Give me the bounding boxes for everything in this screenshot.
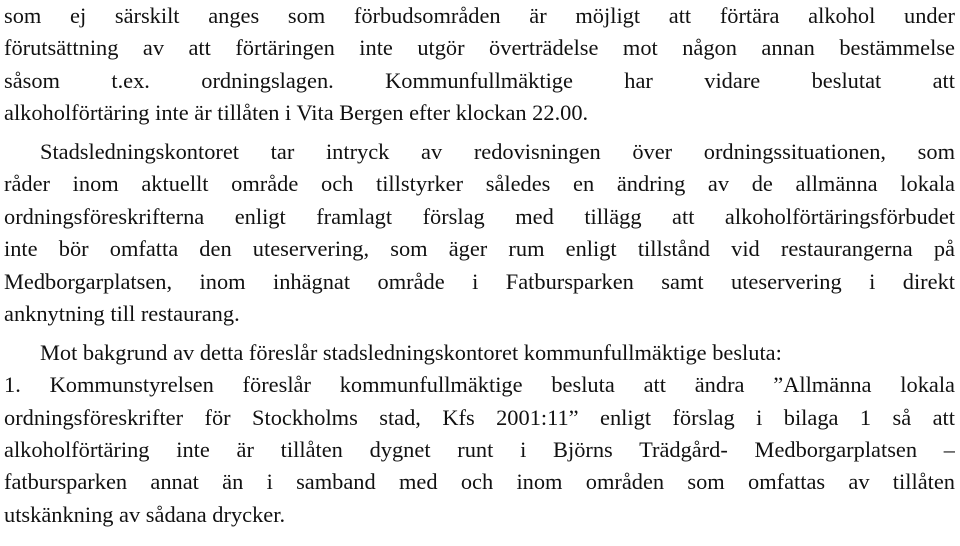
text-line: alkoholförtäring inte är tillåten i Vita Bergen efter klockan 22.00. — [4, 100, 589, 125]
text-line: som ej särskilt anges som förbudsområden är möjligt att förtära alkohol under — [4, 3, 955, 28]
paragraph-first-line: Mot bakgrund av detta föreslår stadsledningskontoret kommunfullmäktige besluta: — [40, 340, 782, 365]
text-line: inte bör omfatta den uteservering, som äger rum enligt tillstånd vid restaurangerna på — [4, 236, 955, 261]
text-line: fatbursparken annat än i samband med och inom områden som omfattas av tillåten — [4, 469, 955, 494]
text-line: ordningsföreskrifter för Stockholms stad, Kfs 2001:11” enligt förslag i bilaga 1 så att — [4, 405, 955, 430]
paragraph-first-line: Stadsledningskontoret tar intryck av redovisningen över ordningssituationen, som — [40, 139, 955, 164]
text-line: ordningsföreskrifterna enligt framlagt förslag med tillägg att alkoholförtäringsförbudet — [4, 204, 955, 229]
text-line: förutsättning av att förtäringen inte utgör överträdelse mot någon annan bestämmelse — [4, 35, 955, 60]
text-line: Medborgarplatsen, inom inhägnat område i Fatbursparken samt uteservering i direkt — [4, 269, 955, 294]
text-line: såsom t.ex. ordningslagen. Kommunfullmäktige har vidare beslutat att — [4, 68, 955, 93]
numbered-item-line: 1. Kommunstyrelsen föreslår kommunfullmäktige besluta att ändra ”Allmänna lokala — [4, 372, 955, 397]
text-line: utskänkning av sådana drycker. — [4, 502, 286, 527]
text-line: råder inom aktuellt område och tillstyrker således en ändring av de allmänna lokala — [4, 171, 955, 196]
text-line: anknytning till restaurang. — [4, 301, 240, 326]
text-line: alkoholförtäring inte är tillåten dygnet runt i Björns Trädgård- Medborgarplatsen – — [4, 437, 955, 462]
